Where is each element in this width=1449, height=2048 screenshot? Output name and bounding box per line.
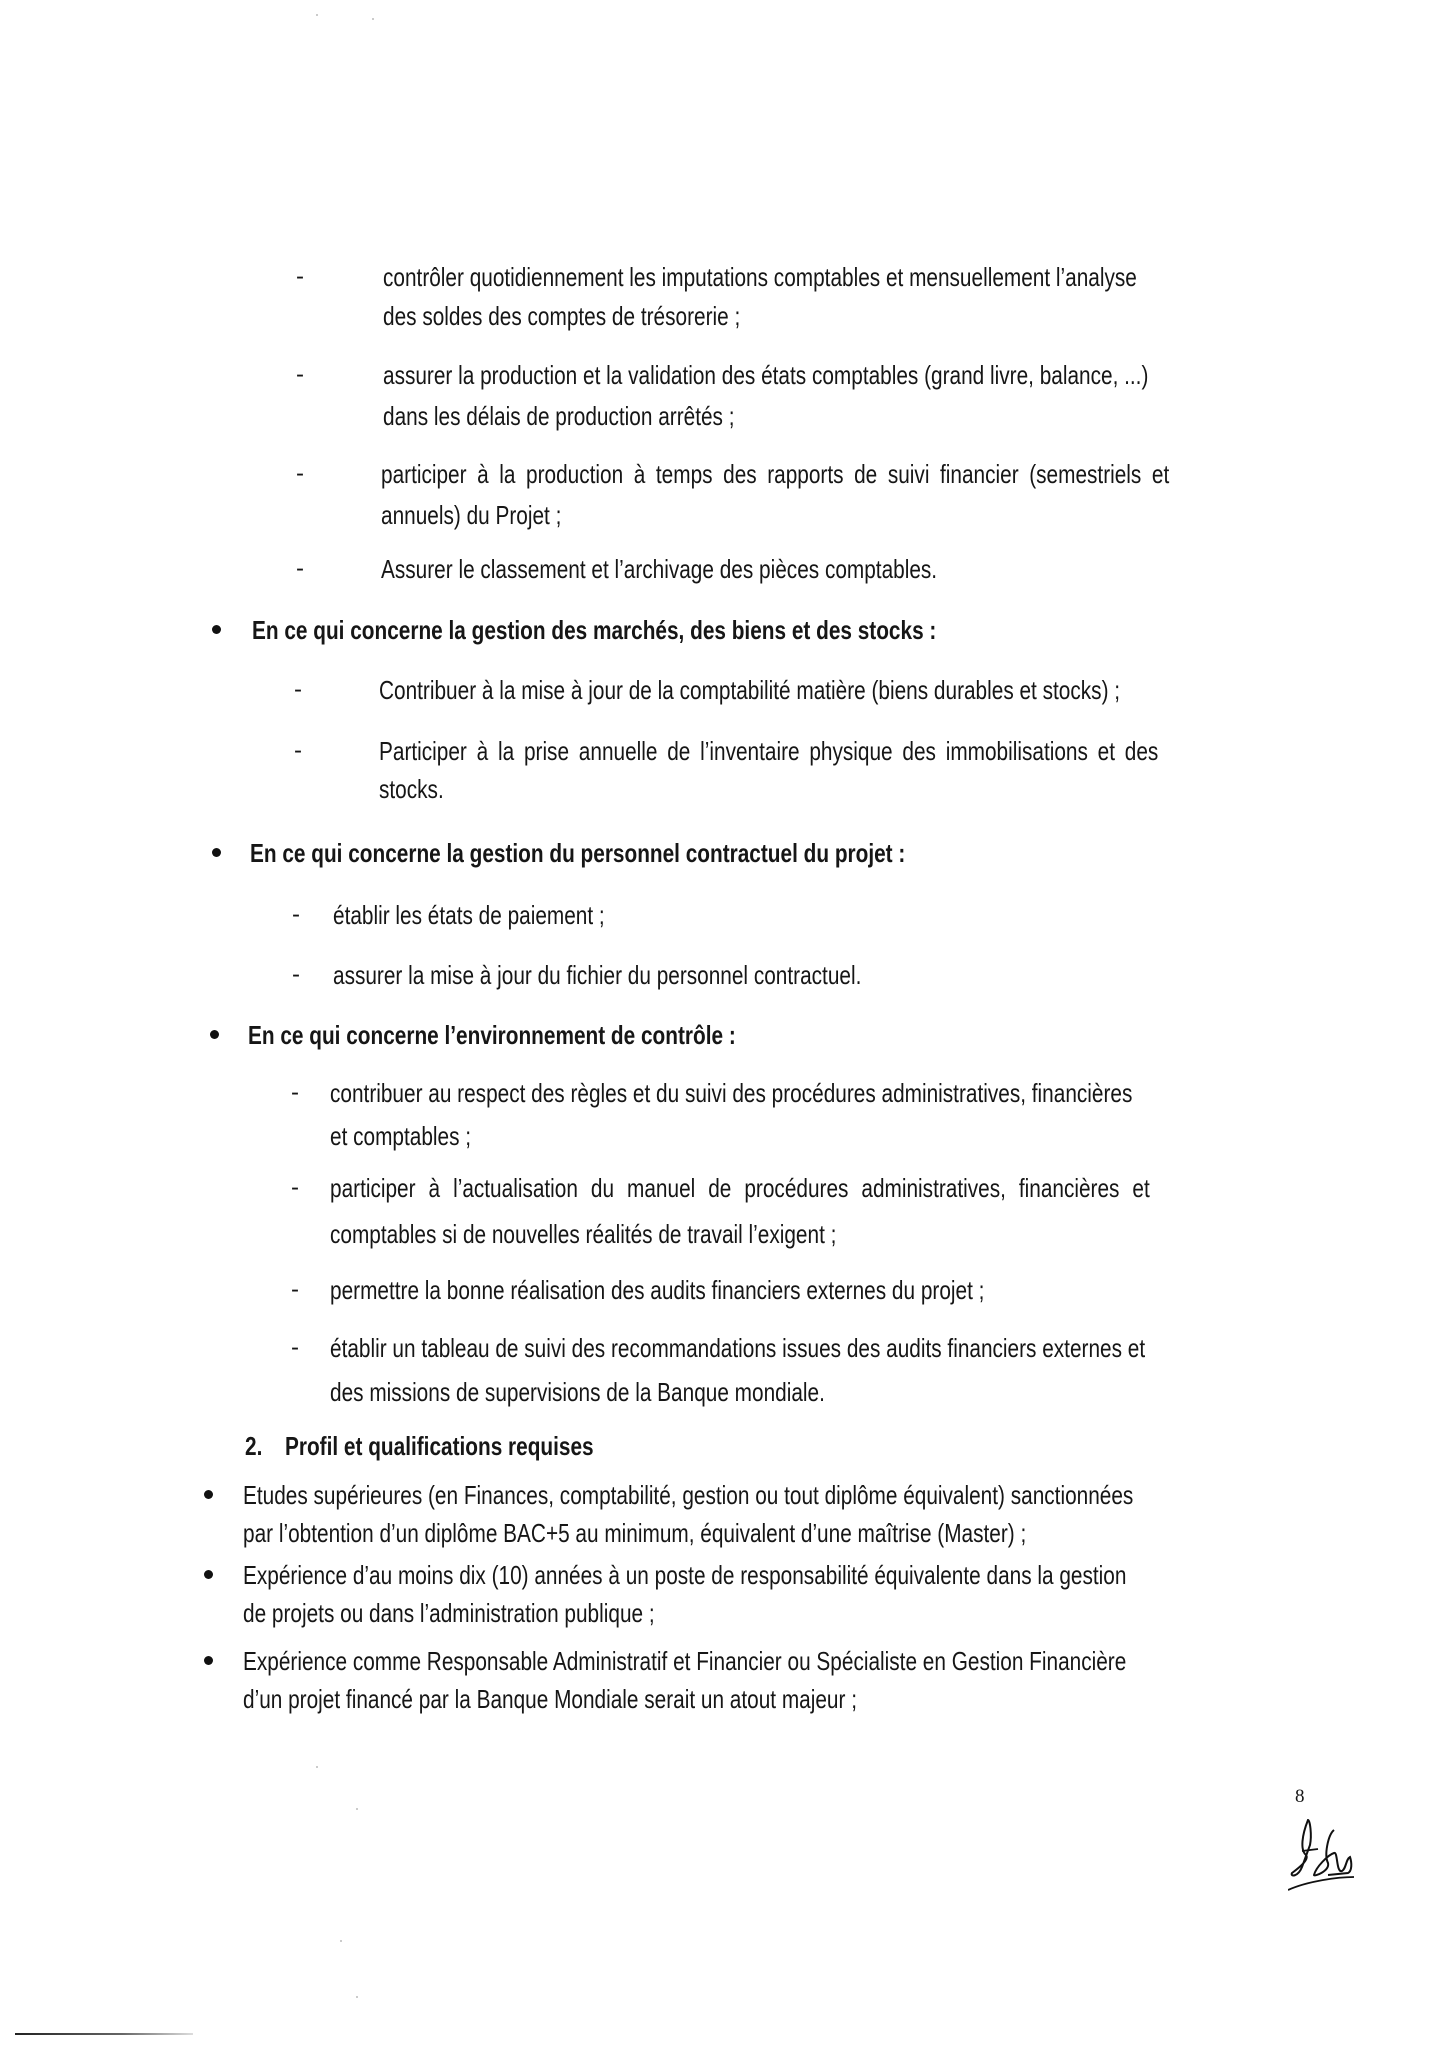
- list-item-line: des missions de supervisions de la Banque mondiale.: [330, 1377, 825, 1407]
- bullet-icon: [204, 1656, 213, 1665]
- bullet-icon: [204, 1490, 213, 1499]
- dash-marker: -: [296, 460, 304, 487]
- list-item-line: établir un tableau de suivi des recommandations issues des audits financiers externes et: [330, 1333, 1146, 1363]
- scan-speck: [356, 1808, 358, 1810]
- list-item-line: participer à l’actualisation du manuel de procédures administratives, financières et: [330, 1173, 1150, 1203]
- bullet-icon: [212, 848, 221, 857]
- list-item-line: contribuer au respect des règles et du suivi des procédures administratives, financières: [330, 1078, 1133, 1108]
- dash-marker: -: [291, 1276, 299, 1303]
- dash-marker: -: [296, 361, 304, 388]
- dash-marker: -: [291, 1174, 299, 1201]
- dash-marker: -: [292, 901, 300, 928]
- bullet-icon: [204, 1570, 213, 1579]
- section-heading: En ce qui concerne la gestion du personnel contractuel du projet :: [250, 838, 906, 868]
- section-heading: En ce qui concerne la gestion des marchés, des biens et des stocks :: [252, 615, 937, 645]
- scan-speck: [372, 18, 374, 20]
- list-item-line: comptables si de nouvelles réalités de travail l’exigent ;: [330, 1219, 837, 1249]
- dash-marker: -: [292, 961, 300, 988]
- list-item-line: stocks.: [379, 774, 444, 804]
- list-item-line: par l’obtention d’un diplôme BAC+5 au minimum, équivalent d’une maîtrise (Master) ;: [243, 1518, 1027, 1548]
- scan-speck: [340, 1940, 342, 1942]
- list-item-line: des soldes des comptes de trésorerie ;: [383, 301, 741, 331]
- list-item-line: établir les états de paiement ;: [333, 900, 605, 930]
- dash-marker: -: [291, 1079, 299, 1106]
- list-item-line: Participer à la prise annuelle de l’inventaire physique des immobilisations et des: [379, 736, 1159, 766]
- section-heading: Profil et qualifications requises: [285, 1431, 594, 1461]
- scan-speck: [356, 1996, 358, 1998]
- list-item-line: Expérience d’au moins dix (10) années à un poste de responsabilité équivalente dans la gestion: [243, 1560, 1127, 1590]
- list-item-line: Assurer le classement et l’archivage des pièces comptables.: [381, 554, 938, 584]
- dash-marker: -: [294, 737, 302, 764]
- dash-marker: -: [296, 555, 304, 582]
- page-number: 8: [1295, 1786, 1305, 1807]
- list-item-line: d’un projet financé par la Banque Mondiale serait un atout majeur ;: [243, 1684, 857, 1714]
- dash-marker: -: [294, 676, 302, 703]
- list-item-line: assurer la production et la validation des états comptables (grand livre, balance, ...): [383, 360, 1149, 390]
- list-item-line: permettre la bonne réalisation des audits financiers externes du projet ;: [330, 1275, 985, 1305]
- list-item-line: dans les délais de production arrêtés ;: [383, 401, 735, 431]
- scan-speck: [316, 14, 318, 16]
- list-item-line: de projets ou dans l’administration publique ;: [243, 1598, 655, 1628]
- list-item-line: Etudes supérieures (en Finances, comptabilité, gestion ou tout diplôme équivalent) sanctionnées: [243, 1480, 1134, 1510]
- list-item-line: participer à la production à temps des rapports de suivi financier (semestriels et: [381, 459, 1170, 489]
- list-item-line: Contribuer à la mise à jour de la comptabilité matière (biens durables et stocks) ;: [379, 675, 1121, 705]
- list-item-line: assurer la mise à jour du fichier du personnel contractuel.: [333, 960, 862, 990]
- section-number: 2.: [245, 1431, 263, 1461]
- list-item-line: et comptables ;: [330, 1121, 472, 1151]
- list-item-line: contrôler quotidiennement les imputations comptables et mensuellement l’analyse: [383, 262, 1137, 292]
- section-heading: En ce qui concerne l’environnement de contrôle :: [248, 1020, 736, 1050]
- dash-marker: -: [291, 1334, 299, 1361]
- bullet-icon: [212, 625, 221, 634]
- list-item-line: Expérience comme Responsable Administratif et Financier ou Spécialiste en Gestion Financière: [243, 1646, 1127, 1676]
- footer-rule: [15, 2033, 193, 2035]
- scan-speck: [316, 1766, 318, 1768]
- signature-icon: [1288, 1815, 1378, 1895]
- dash-marker: -: [296, 263, 304, 290]
- bullet-icon: [210, 1030, 219, 1039]
- list-item-line: annuels) du Projet ;: [381, 500, 562, 530]
